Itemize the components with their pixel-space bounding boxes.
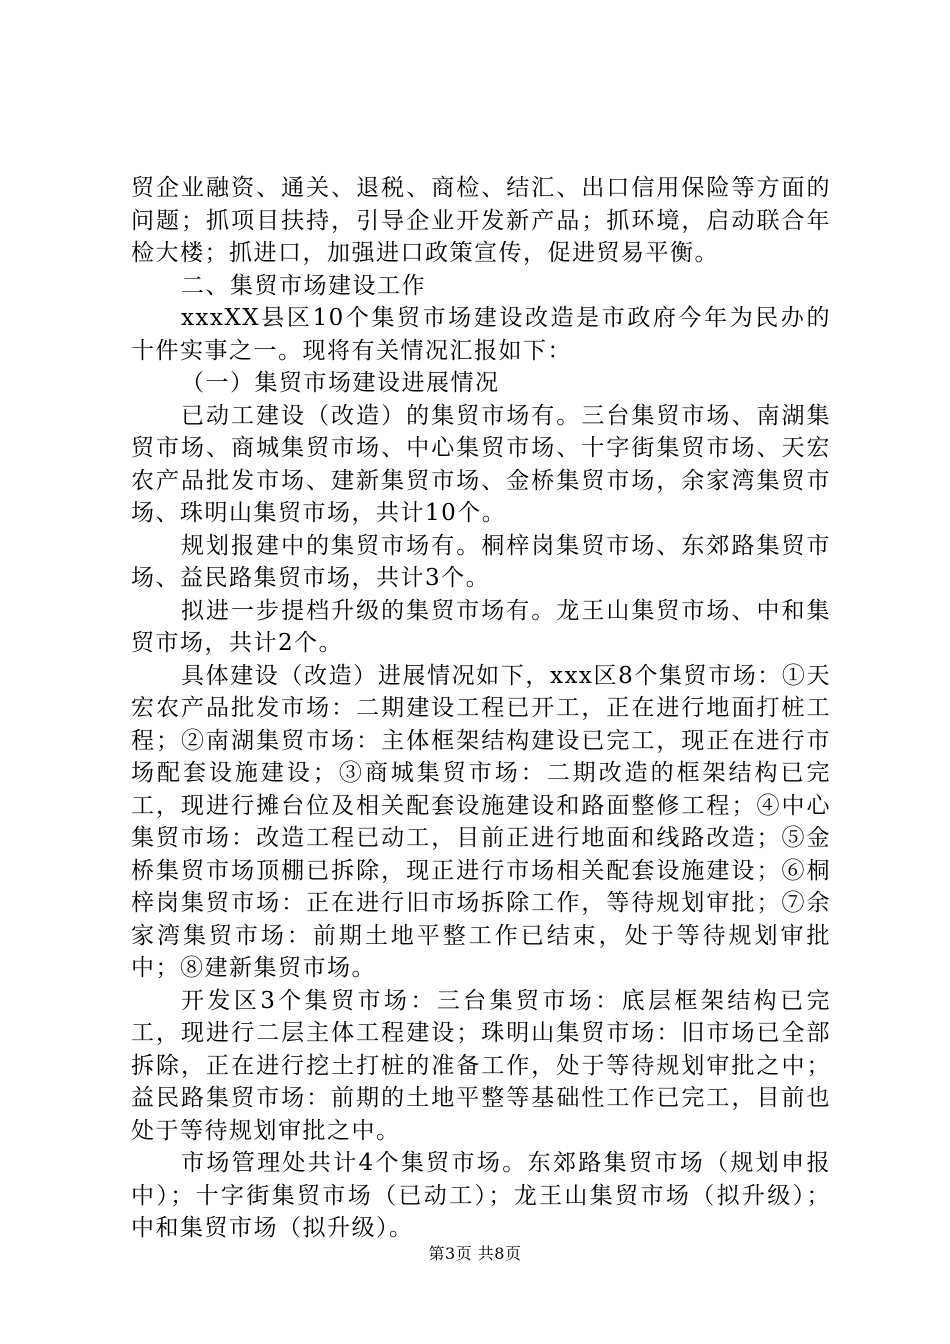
document-body: [131, 172, 831, 1245]
paragraph-upgrade: 拟进一步提档升级的集贸市场有。龙王山集贸市场、中和集贸市场，共计2个。: [131, 597, 831, 656]
section-heading: 二、集贸市场建设工作: [181, 272, 426, 299]
paragraph-planning: 规划报建中的集贸市场有。桐梓岗集贸市场、东郊路集贸市场、益民路集贸市场，共计3个。: [131, 532, 831, 591]
paragraph-under-construction: 已动工建设（改造）的集贸市场有。三台集贸市场、南湖集贸市场、商城集贸市场、中心集贸市场、十字街集贸市场、天宏农产品批发市场、建新集贸市场、金桥集贸市场，余家湾集贸市场、珠明山集贸市场，共计10个。: [131, 402, 831, 526]
page-number-footer: 第3页 共8页: [428, 1244, 522, 1263]
paragraph-intro: xxxXX县区10个集贸市场建设改造是市政府今年为民办的十件实事之一。现将有关情况汇报如下：: [131, 305, 831, 364]
paragraph-development-zone: 开发区3个集贸市场：三台集贸市场：底层框架结构已完工，现进行二层主体工程建设；珠明山集贸市场：旧市场已全部拆除，正在进行挖土打桩的准备工作，处于等待规划审批之中；益民路集贸市场：前期的土地平整等基础性工作已完工，目前也处于等待规划审批之中。: [131, 987, 831, 1144]
paragraph-continuation: 贸企业融资、通关、退税、商检、结汇、出口信用保险等方面的问题；抓项目扶持，引导企业开发新产品；抓环境，启动联合年检大楼；抓进口，加强进口政策宣传，促进贸易平衡。: [131, 175, 831, 266]
paragraph-market-office: 市场管理处共计4个集贸市场。东郊路集贸市场（规划申报中）；十字街集贸市场（已动工）；龙王山集贸市场（拟升级）；中和集贸市场（拟升级）。: [131, 1150, 831, 1241]
paragraph-progress-details: 具体建设（改造）进展情况如下，xxx区8个集贸市场：①天宏农产品批发市场：二期建设工程已开工，正在进行地面打桩工程；②南湖集贸市场：主体框架结构建设已完工，现正在进行市场配套设施建设；③商城集贸市场：二期改造的框架结构已完工，现进行摊台位及相关配套设施建设和路面整修工程；④中心集贸市场：改造工程已动工，目前正进行地面和线路改造；⑤金桥集贸市场顶棚已拆除，现正进行市场相关配套设施建设；⑥桐梓岗集贸市场：正在进行旧市场拆除工作，等待规划审批；⑦余家湾集贸市场：前期土地平整工作已结束，处于等待规划审批中；⑧建新集贸市场。: [131, 662, 831, 981]
subsection-heading: （一）集贸市场建设进展情况: [181, 370, 500, 396]
